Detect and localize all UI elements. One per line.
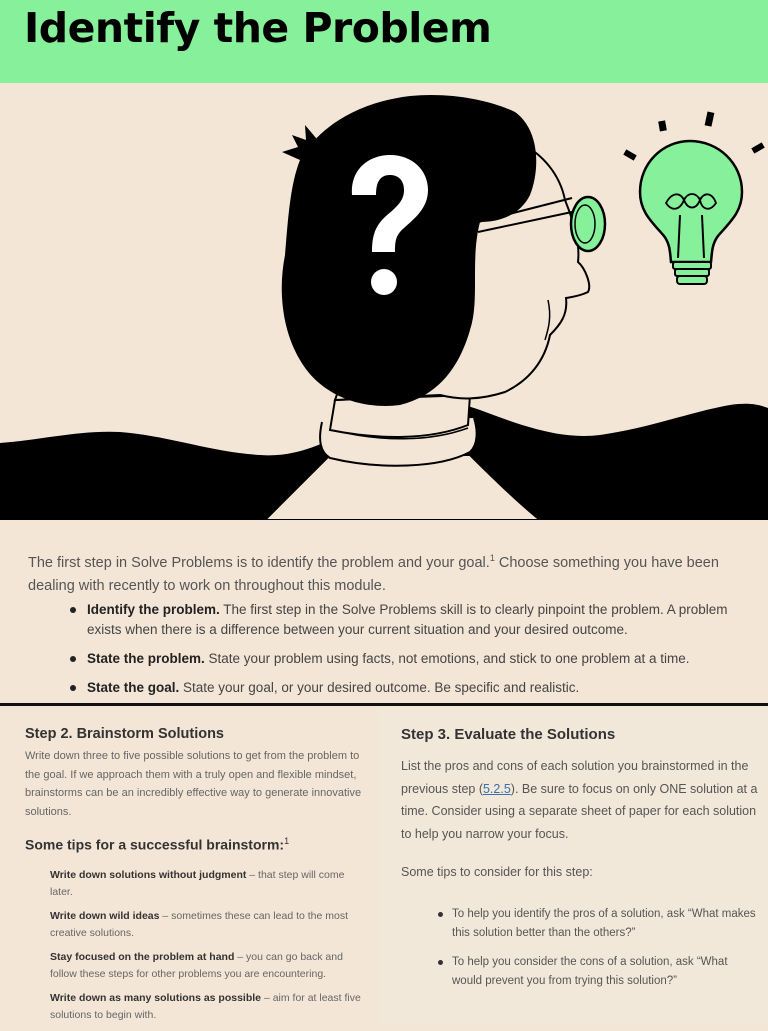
step3-tips-intro: Some tips to consider for this step: xyxy=(401,865,593,879)
lightbulb-icon xyxy=(623,112,764,284)
step3-body-text: List the pros and cons of each solution you brainstormed in the previous step ( xyxy=(401,759,749,796)
page-title: Identify the Problem xyxy=(24,4,492,52)
list-item: To help you identify the pros of a solution, ask “What makes this solution better than the others?” xyxy=(438,905,756,943)
bullet-text: State your problem using facts, not emotions, and stick to one problem at a time. xyxy=(204,651,690,666)
intro-text-2: Choose something you have been dealing with recently to work on throughout this module. xyxy=(28,554,719,594)
bullet-label: State the goal. xyxy=(87,680,180,695)
list-item xyxy=(50,990,370,1024)
list-item: To help you consider the cons of a solution, ask “What would prevent you from trying this solution?” xyxy=(438,953,756,991)
brainstorm-tips xyxy=(50,867,370,1031)
step2-body: Write down three to five possible solutions to get from the problem to the goal. If we approach them with a truly open and flexible mindset, brainstorms can be an incredibly effective way to generate innovative solutions. xyxy=(25,750,362,818)
hero-illustration xyxy=(0,83,768,520)
bullet-text: State your goal, or your desired outcome. Be specific and realistic. xyxy=(179,680,580,695)
tips-heading-text: Some tips for a successful brainstorm: xyxy=(25,836,285,853)
tip-text: – sometimes these can lead to the most creative solutions. xyxy=(50,910,349,939)
step3-body-text-2: ). Be sure to focus on only ONE solution at a time. Consider using a separate sheet of paper for each solution to help you narrow your focus. xyxy=(401,781,758,841)
tip-label: Stay focused on the problem at hand xyxy=(50,951,235,963)
footnote-marker: 1 xyxy=(489,552,495,563)
step3-body xyxy=(401,755,763,845)
tip-label: Write down solutions without judgment xyxy=(50,869,247,881)
step-reference-link[interactable]: 5.2.5 xyxy=(482,781,511,796)
tips-heading xyxy=(25,836,289,853)
step2-panel xyxy=(0,706,378,1024)
glasses-lens-inner xyxy=(575,205,595,243)
list-item xyxy=(70,600,740,640)
list-item xyxy=(50,949,370,983)
list-item xyxy=(70,649,740,669)
tip-text: – you can go back and follow these steps for other problems you are encountering. xyxy=(50,951,343,980)
step1-bullets xyxy=(70,600,740,707)
intro-text: The first step in Solve Problems is to identify the problem and your goal. xyxy=(28,554,490,571)
tip-text: – aim for at least five solutions to begin with. xyxy=(50,992,361,1021)
tip-label: Write down as many solutions as possible xyxy=(50,992,262,1004)
step3-panel xyxy=(378,706,768,1024)
list-item xyxy=(70,678,740,698)
footnote-marker: 1 xyxy=(284,836,290,846)
step3-heading: Step 3. Evaluate the Solutions xyxy=(401,726,616,743)
bullet-label: State the problem. xyxy=(87,651,205,666)
step3-tips xyxy=(438,905,756,1001)
intro-paragraph xyxy=(28,552,748,598)
title-bar xyxy=(0,0,768,83)
step2-heading: Step 2. Brainstorm Solutions xyxy=(25,726,224,742)
hero-svg xyxy=(0,83,768,520)
list-item xyxy=(50,867,370,901)
tip-label: Write down wild ideas xyxy=(50,910,160,922)
list-item xyxy=(50,908,370,942)
tip-text: – that step will come later. xyxy=(50,869,345,898)
bullet-text: The first step in the Solve Problems skill is to clearly pinpoint the problem. A problem exists when there is a difference between your current situation and your desired outcome. xyxy=(87,602,728,637)
bullet-label: Identify the problem. xyxy=(87,602,220,617)
